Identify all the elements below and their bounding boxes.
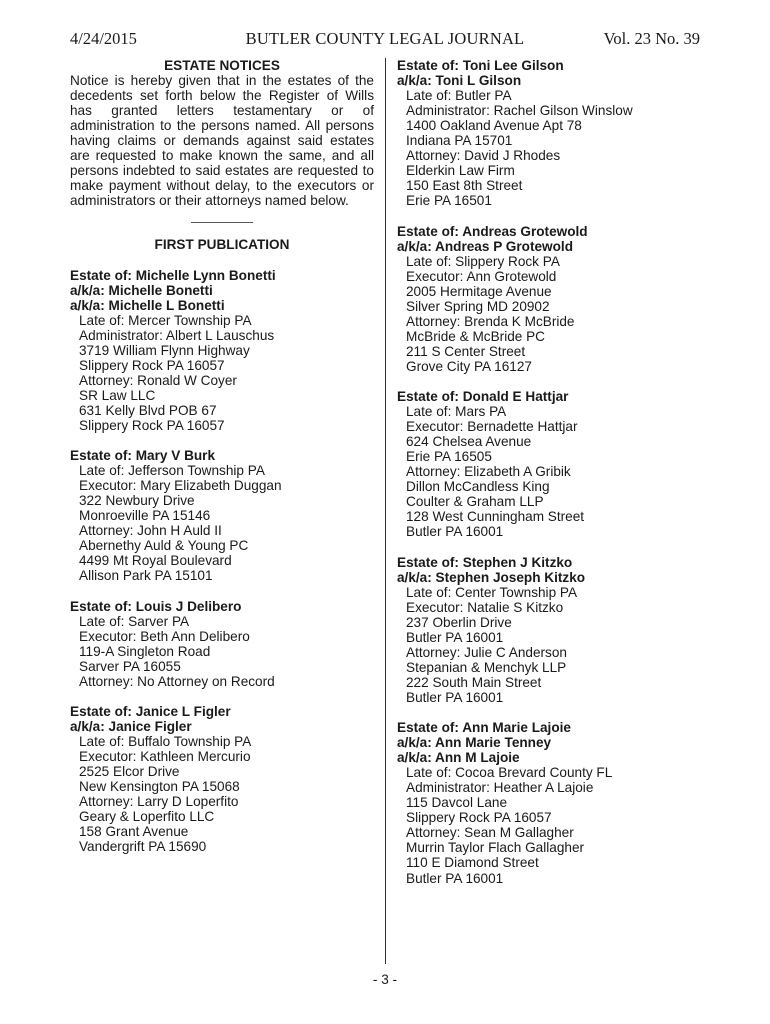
volume-number: Vol. 23 No. 39	[603, 29, 700, 48]
estate-detail-line: 115 Davcol Lane	[406, 795, 508, 811]
section-heading: ESTATE NOTICES	[164, 58, 280, 73]
estate-detail-line: 211 S Center Street	[406, 343, 526, 359]
estate-detail-line: Allison Park PA 15101	[79, 568, 213, 584]
estate-detail-line: Murrin Taylor Flach Gallagher	[406, 840, 585, 856]
estate-detail-line: Erie PA 16501	[406, 193, 492, 209]
estate-detail-line: Late of: Center Township PA	[406, 584, 578, 600]
estate-aka: a/k/a: Stephen Joseph Kitzko	[397, 569, 586, 585]
estate-detail-line: 4499 Mt Royal Boulevard	[79, 553, 232, 569]
estate-detail-line: Administrator: Albert L Lauschus	[79, 327, 275, 343]
estate-detail-line: Attorney: John H Auld II	[79, 523, 222, 539]
right-column	[397, 58, 702, 901]
estate-detail-line: Coulter & Graham LLP	[406, 494, 544, 510]
estate-detail-line: McBride & McBride PC	[406, 328, 545, 344]
estate-detail-line: Slippery Rock PA 16057	[406, 810, 552, 826]
estate-name: Estate of: Ann Marie Lajoie	[397, 720, 571, 736]
page-number: - 3 -	[372, 972, 398, 987]
estate-aka: a/k/a: Michelle L Bonetti	[70, 297, 225, 313]
estate-detail-line: Sarver PA 16055	[79, 658, 181, 674]
notice-paragraph: Notice is hereby given that in the estates of the decedents set forth below the Register of Wills has granted letters testamentary or of administration to the persons named. All persons having claims or demands against said estates are requested to make known the same, and all persons indebted to said estates are requested to make payment without delay, to the executors or administrators or their attorneys named below.	[70, 73, 374, 209]
estate-detail-line: SR Law LLC	[79, 387, 156, 403]
estate-detail-line: New Kensington PA 15068	[79, 779, 240, 795]
estate-detail-line: Butler PA 16001	[406, 870, 504, 886]
estate-detail-line: Attorney: Elizabeth A Gribik	[406, 464, 571, 480]
estate-detail-line: Executor: Beth Ann Delibero	[79, 628, 250, 644]
estate-detail-line: Late of: Buffalo Township PA	[79, 733, 252, 749]
estate-detail-line: Geary & Loperfito LLC	[79, 809, 215, 825]
estate-detail-line: 1400 Oakland Avenue Apt 78	[406, 118, 582, 134]
estate-aka: a/k/a: Andreas P Grotewold	[397, 238, 574, 254]
column-divider	[385, 58, 386, 964]
estate-aka: a/k/a: Toni L Gilson	[397, 73, 522, 89]
estate-detail-line: Administrator: Rachel Gilson Winslow	[406, 103, 633, 119]
estate-detail-line: Late of: Mars PA	[406, 404, 507, 420]
estate-entry	[397, 389, 702, 539]
estate-detail-line: Executor: Bernadette Hattjar	[406, 419, 578, 435]
estate-detail-line: Abernethy Auld & Young PC	[79, 538, 249, 554]
estate-name: Estate of: Mary V Burk	[70, 448, 216, 464]
estate-entry	[397, 720, 702, 886]
left-column	[70, 58, 374, 869]
section-divider	[191, 222, 253, 223]
estate-detail-line: 237 Oberlin Drive	[406, 614, 512, 630]
estate-detail-line: Late of: Jefferson Township PA	[79, 463, 265, 479]
estate-name: Estate of: Toni Lee Gilson	[397, 58, 564, 73]
estate-detail-line: Attorney: Sean M Gallagher	[406, 825, 574, 841]
estate-detail-line: Executor: Kathleen Mercurio	[79, 749, 251, 765]
estate-detail-line: Slippery Rock PA 16057	[79, 417, 225, 433]
estate-detail-line: Monroeville PA 15146	[79, 508, 211, 524]
estate-detail-line: 128 West Cunningham Street	[406, 509, 585, 525]
estate-detail-line: Executor: Ann Grotewold	[406, 268, 557, 284]
estate-detail-line: 150 East 8th Street	[406, 178, 523, 194]
estate-detail-line: Late of: Mercer Township PA	[79, 312, 252, 328]
estate-name: Estate of: Donald E Hattjar	[397, 389, 569, 405]
estate-entry	[397, 555, 702, 705]
estate-detail-line: Silver Spring MD 20902	[406, 298, 550, 314]
estate-detail-line: Attorney: No Attorney on Record	[79, 673, 275, 689]
estate-detail-line: 2005 Hermitage Avenue	[406, 283, 552, 299]
estate-entry	[70, 599, 374, 689]
estate-detail-line: 631 Kelly Blvd POB 67	[79, 402, 217, 418]
issue-date: 4/24/2015	[70, 29, 137, 48]
estate-detail-line: Late of: Cocoa Brevard County FL	[406, 765, 613, 781]
estate-detail-line: Executor: Mary Elizabeth Duggan	[79, 478, 282, 494]
estate-detail-line: Slippery Rock PA 16057	[79, 357, 225, 373]
estate-detail-line: 119-A Singleton Road	[79, 643, 211, 659]
estate-detail-line: Executor: Natalie S Kitzko	[406, 599, 564, 615]
estate-detail-line: Erie PA 16505	[406, 449, 492, 465]
estate-name: Estate of: Janice L Figler	[70, 703, 231, 719]
estate-detail-line: Stepanian & Menchyk LLP	[406, 659, 567, 675]
estate-aka: a/k/a: Ann M Lajoie	[397, 750, 520, 766]
publication-heading: FIRST PUBLICATION	[154, 237, 290, 253]
estate-name: Estate of: Louis J Delibero	[70, 598, 242, 614]
estate-detail-line: 158 Grant Avenue	[79, 824, 189, 840]
estate-detail-line: Attorney: Ronald W Coyer	[79, 372, 237, 388]
estate-detail-line: Late of: Sarver PA	[79, 613, 190, 629]
estate-detail-line: Attorney: Larry D Loperfito	[79, 794, 239, 810]
estate-list-right	[397, 58, 702, 886]
estate-detail-line: Late of: Butler PA	[406, 88, 512, 104]
estate-name: Estate of: Michelle Lynn Bonetti	[70, 267, 276, 283]
estate-detail-line: 3719 William Flynn Highway	[79, 342, 250, 358]
estate-entry	[397, 58, 702, 208]
estate-detail-line: Butler PA 16001	[406, 524, 504, 540]
estate-detail-line: Attorney: David J Rhodes	[406, 148, 561, 164]
estate-aka: a/k/a: Ann Marie Tenney	[397, 735, 552, 751]
estate-detail-line: Attorney: Julie C Anderson	[406, 644, 567, 660]
estate-detail-line: Butler PA 16001	[406, 689, 504, 705]
estate-detail-line: 322 Newbury Drive	[79, 493, 195, 509]
estate-detail-line: Late of: Slippery Rock PA	[406, 253, 560, 269]
journal-title: BUTLER COUNTY LEGAL JOURNAL	[245, 29, 525, 48]
estate-entry	[70, 268, 374, 434]
estate-detail-line: Grove City PA 16127	[406, 358, 532, 374]
estate-detail-line: Dillon McCandless King	[406, 479, 550, 495]
estate-detail-line: 2525 Elcor Drive	[79, 764, 180, 780]
estate-detail-line: 222 South Main Street	[406, 674, 542, 690]
estate-detail-line: Vandergrift PA 15690	[79, 839, 207, 855]
estate-detail-line: Indiana PA 15701	[406, 133, 513, 149]
estate-name: Estate of: Stephen J Kitzko	[397, 554, 573, 570]
estate-detail-line: Administrator: Heather A Lajoie	[406, 780, 594, 796]
estate-detail-line: Butler PA 16001	[406, 629, 504, 645]
estate-detail-line: Elderkin Law Firm	[406, 163, 515, 179]
estate-entry	[397, 224, 702, 374]
estate-aka: a/k/a: Michelle Bonetti	[70, 282, 213, 298]
estate-list-left	[70, 268, 374, 855]
estate-entry	[70, 704, 374, 854]
journal-header	[70, 29, 700, 49]
estate-detail-line: 110 E Diamond Street	[406, 855, 539, 871]
estate-detail-line: Attorney: Brenda K McBride	[406, 313, 575, 329]
estate-entry	[70, 448, 374, 583]
estate-detail-line: 624 Chelsea Avenue	[406, 434, 532, 450]
estate-aka: a/k/a: Janice Figler	[70, 718, 192, 734]
estate-name: Estate of: Andreas Grotewold	[397, 223, 588, 239]
